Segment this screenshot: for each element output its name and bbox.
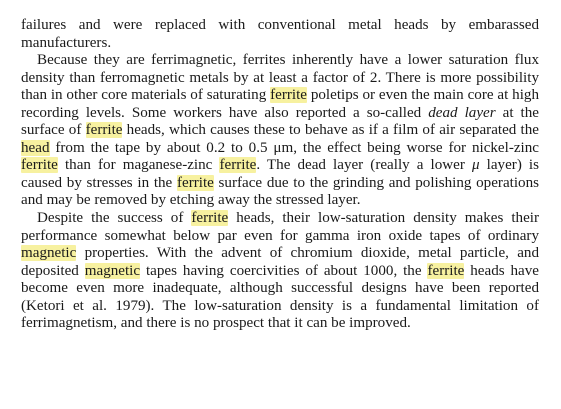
text-run: tapes having coercivities of about 1000, the xyxy=(140,262,428,279)
text-run: Despite the success of xyxy=(37,210,192,227)
text-run: failures and were replaced with conventional metal heads by embarassed manufacturers. xyxy=(21,17,539,51)
text-run: . The dead layer (really a lower xyxy=(256,157,472,174)
running-header-fragment xyxy=(420,0,560,5)
highlighted-term: ferrite xyxy=(219,157,257,174)
italic-term: dead layer xyxy=(428,104,496,121)
highlighted-term: ferrite xyxy=(21,157,58,174)
text-run: from the tape by about 0.2 to 0.5 μm, the effect being worse for nickel-zinc xyxy=(49,139,539,156)
text-run: Because they are ferrimagnetic, ferrites inherently have a lower saturation flux density than ferromagnetic metals by at least a factor of 2. There is more possibility than in other core materials of saturating xyxy=(21,52,539,104)
text-run: poletips or even the main core at high recording levels. Some workers have also reported a so-called xyxy=(21,87,539,121)
highlighted-term: magnetic xyxy=(21,245,77,262)
highlighted-term: ferrite xyxy=(176,174,214,191)
text-run: heads, their low-saturation density makes their performance somewhat below par even for gamma iron oxide tapes of ordinary xyxy=(21,210,539,244)
highlighted-term: ferrite xyxy=(270,87,307,104)
text-run: at the surface of xyxy=(21,104,539,139)
text-run: surface due to the grinding and polishing operations and may be removed by etching away the stressed layer. xyxy=(21,174,539,209)
text-run: heads, which causes these to behave as if a film of air separated the xyxy=(122,122,539,139)
text-run: than for maganese-zinc xyxy=(57,157,220,174)
highlighted-term: ferrite xyxy=(427,262,465,279)
paragraph xyxy=(21,17,539,52)
text-run: heads have become even more inadequate, although successful designs have been reported (Ketori et al. 1979). The low-saturation density is a fundamental limitation of ferrimagnetism, and there is no prospect that it can be improved. xyxy=(21,262,540,332)
text-run: layer) is caused by stresses in the xyxy=(21,157,539,191)
body-text xyxy=(21,17,539,333)
highlighted-term: ferrite xyxy=(85,122,123,139)
highlighted-term: head xyxy=(21,139,50,156)
highlighted-term: ferrite xyxy=(191,210,229,227)
italic-term: μ xyxy=(472,157,480,174)
highlighted-term: magnetic xyxy=(84,262,141,279)
paragraph xyxy=(21,210,539,333)
text-run: properties. With the advent of chromium dioxide, metal particle, and deposited xyxy=(21,245,539,279)
paragraph xyxy=(21,52,539,210)
